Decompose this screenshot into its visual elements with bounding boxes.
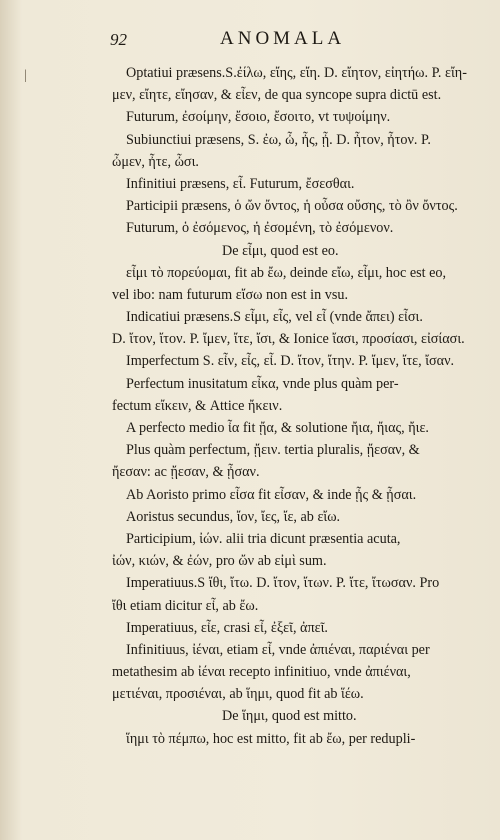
text-line: μετιέναι, προσιέναι, ab ἵημι, quod fit ab ἵέω. <box>112 686 364 703</box>
text-line: vel ibo: nam futurum εἴσω non est in vsu. <box>112 286 349 303</box>
text-line: Infinitiuus, ἰέναι, etiam εἶ, vnde ἀπιέναι, παριέναι per <box>126 641 430 658</box>
text-line: ἴθι etiam dicitur εἶ, ab ἔω. <box>112 597 259 614</box>
text-line: Participii præsens, ὁ ὤν ὄντος, ἡ οὖσα οὔσης, τὸ ὂν ὄντος. <box>126 198 458 215</box>
text-line: ὦμεν, ἦτε, ὦσι. <box>112 153 199 170</box>
text-line: Perfectum inusitatum εἶκα, vnde plus quàm per- <box>126 375 399 392</box>
text-line: fectum εἴκειν, & Attice ἤκειν. <box>112 397 283 414</box>
text-block <box>112 62 484 750</box>
text-line: ἰών, κιών, & ἐών, pro ὤν ab εἰμὶ sum. <box>112 553 327 570</box>
text-line: μεν, εἴητε, εἴησαν, & εἶεν, de qua syncope supra dictū est. <box>112 87 442 104</box>
text-line: metathesim ab ἰέναι recepto infinitiuo, vnde ἀπιέναι, <box>112 664 411 681</box>
text-line: A perfecto medio ἶα fit ᾔα, & solutione ἤια, ἤιας, ἤιε. <box>126 420 429 436</box>
text-line: Imperfectum S. εἶν, εἶς, εἶ. D. ἴτον, ἴτην. P. ἴμεν, ἴτε, ἴσαν. <box>126 353 455 370</box>
text-line: Participium, ἰών. alii tria dicunt præsentia acuta, <box>126 530 401 547</box>
running-head: ANOMALA <box>220 28 346 49</box>
text-line: Futurum, ὁ ἐσόμενος, ἡ ἐσομένη, τὸ ἐσόμενον. <box>126 220 394 237</box>
text-line: Subiunctiui præsens, S. ἐω, ὦ, ἦς, ᾖ. D. ἦτον, ἦτον. P. <box>126 131 431 148</box>
margin-mark: | <box>24 68 27 83</box>
text-line: Optatiui præsens.S.ἐίλω, εἴης, εἴη. D. εἴητον, εἰητήω. P. εἴη- <box>126 65 467 81</box>
text-line: εἶμι τὸ πορεύομαι, fit ab ἔω, deinde εἴω, εἶμι, hoc est eo, <box>126 264 447 281</box>
text-line: ἵημι τὸ πέμπω, hoc est mitto, fit ab ἔω, per redupli- <box>126 730 416 747</box>
page-number: 92 <box>110 30 127 49</box>
text-line: Aoristus secundus, ἴον, ἴες, ἴε, ab εἴω. <box>126 508 341 525</box>
text-line: ἤεσαν: ac ᾔεσαν, & ᾖσαν. <box>112 464 260 481</box>
text-line: Imperatiuus.S ἴθι, ἴτω. D. ἴτον, ἴτων. P. ἴτε, ἴτωσαν. Pro <box>126 575 440 592</box>
text-line: Ab Aoristo primo εἶσα fit εἶσαν, & inde ᾖς & ᾖσαι. <box>126 486 417 503</box>
text-line: Imperatiuus, εἶε, crasi εἶ, ἐξεῖ, ἀπεῖ. <box>126 619 328 636</box>
text-line: Indicatiui præsens.S εἶμι, εἶς, vel εἶ (vnde ἄπει) εἶσι. <box>126 309 423 326</box>
page-header <box>0 28 500 58</box>
text-line: Futurum, ἐσοίμην, ἔσοιο, ἔσοιτο, vt τυψοίμην. <box>126 109 391 126</box>
text-line: Plus quàm perfectum, ᾔειν. tertia pluralis, ᾔεσαν, & <box>126 442 420 459</box>
text-line: Infinitiui præsens, εἶ. Futurum, ἔσεσθαι. <box>126 175 355 192</box>
text-line: D. ἴτον, ἴτον. P. ἴμεν, ἴτε, ἴσι, & Ionice ἴασι, προσίασι, εἰσίασι. <box>112 331 465 348</box>
text-line: De εἶμι, quod est eo. <box>222 242 339 259</box>
text-line: De ἵημι, quod est mitto. <box>222 708 357 725</box>
